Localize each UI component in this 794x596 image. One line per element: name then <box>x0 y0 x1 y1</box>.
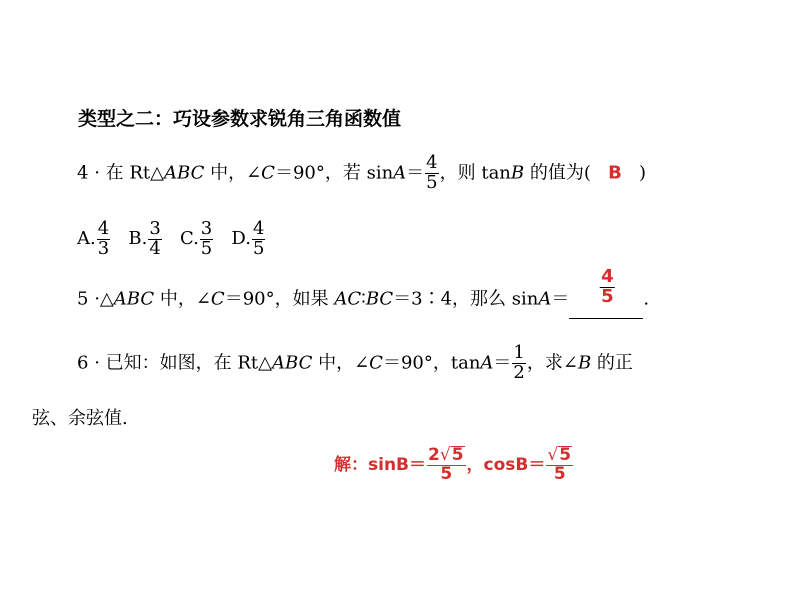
question-5: 5 ·△ABC 中，∠C＝90°，如果 AC∶BC＝3∶4，那么 sinA＝ $\frac{4}{5}$ . <box>77 280 649 319</box>
q4-answer: B <box>608 162 622 184</box>
cosb-value: √ 5 5 <box>547 445 572 484</box>
q6-fraction: $\frac{1}{2}$ <box>513 342 525 383</box>
question-4-options <box>77 220 266 259</box>
sinb-value: 2 √ 5 5 <box>428 445 464 484</box>
q5-answer-blank <box>569 266 643 319</box>
question-4: 4 · 在 Rt△ABC 中，∠C＝90°，若 sinA＝ $\frac{4}{5}$ ，则 tanB 的值为( B ) <box>77 152 646 193</box>
question-6-line2: 弦、余弦值. <box>32 408 128 429</box>
option-a: A. $\frac{4}{3}$ <box>77 218 110 259</box>
question-6: 6 · 已知：如图，在 Rt△ABC 中，∠C＝90°，tanA＝ $\frac{1}{2}$ ，求∠B 的正 <box>77 342 633 383</box>
section-heading: 类型之二：巧设参数求锐角三角函数值 <box>78 108 402 130</box>
q5-answer: $\frac{4}{5}$ <box>601 266 614 307</box>
solution: 解：sinB＝ 2 √ 5 5 ，cosB＝ √ 5 5 <box>334 445 572 484</box>
q4-fraction: $\frac{4}{5}$ <box>426 152 438 193</box>
option-c: C. $\frac{3}{5}$ <box>179 218 213 259</box>
solution-label: 解： <box>334 454 368 475</box>
option-d: D. $\frac{4}{5}$ <box>231 218 265 259</box>
option-b: B. $\frac{3}{4}$ <box>128 218 161 259</box>
